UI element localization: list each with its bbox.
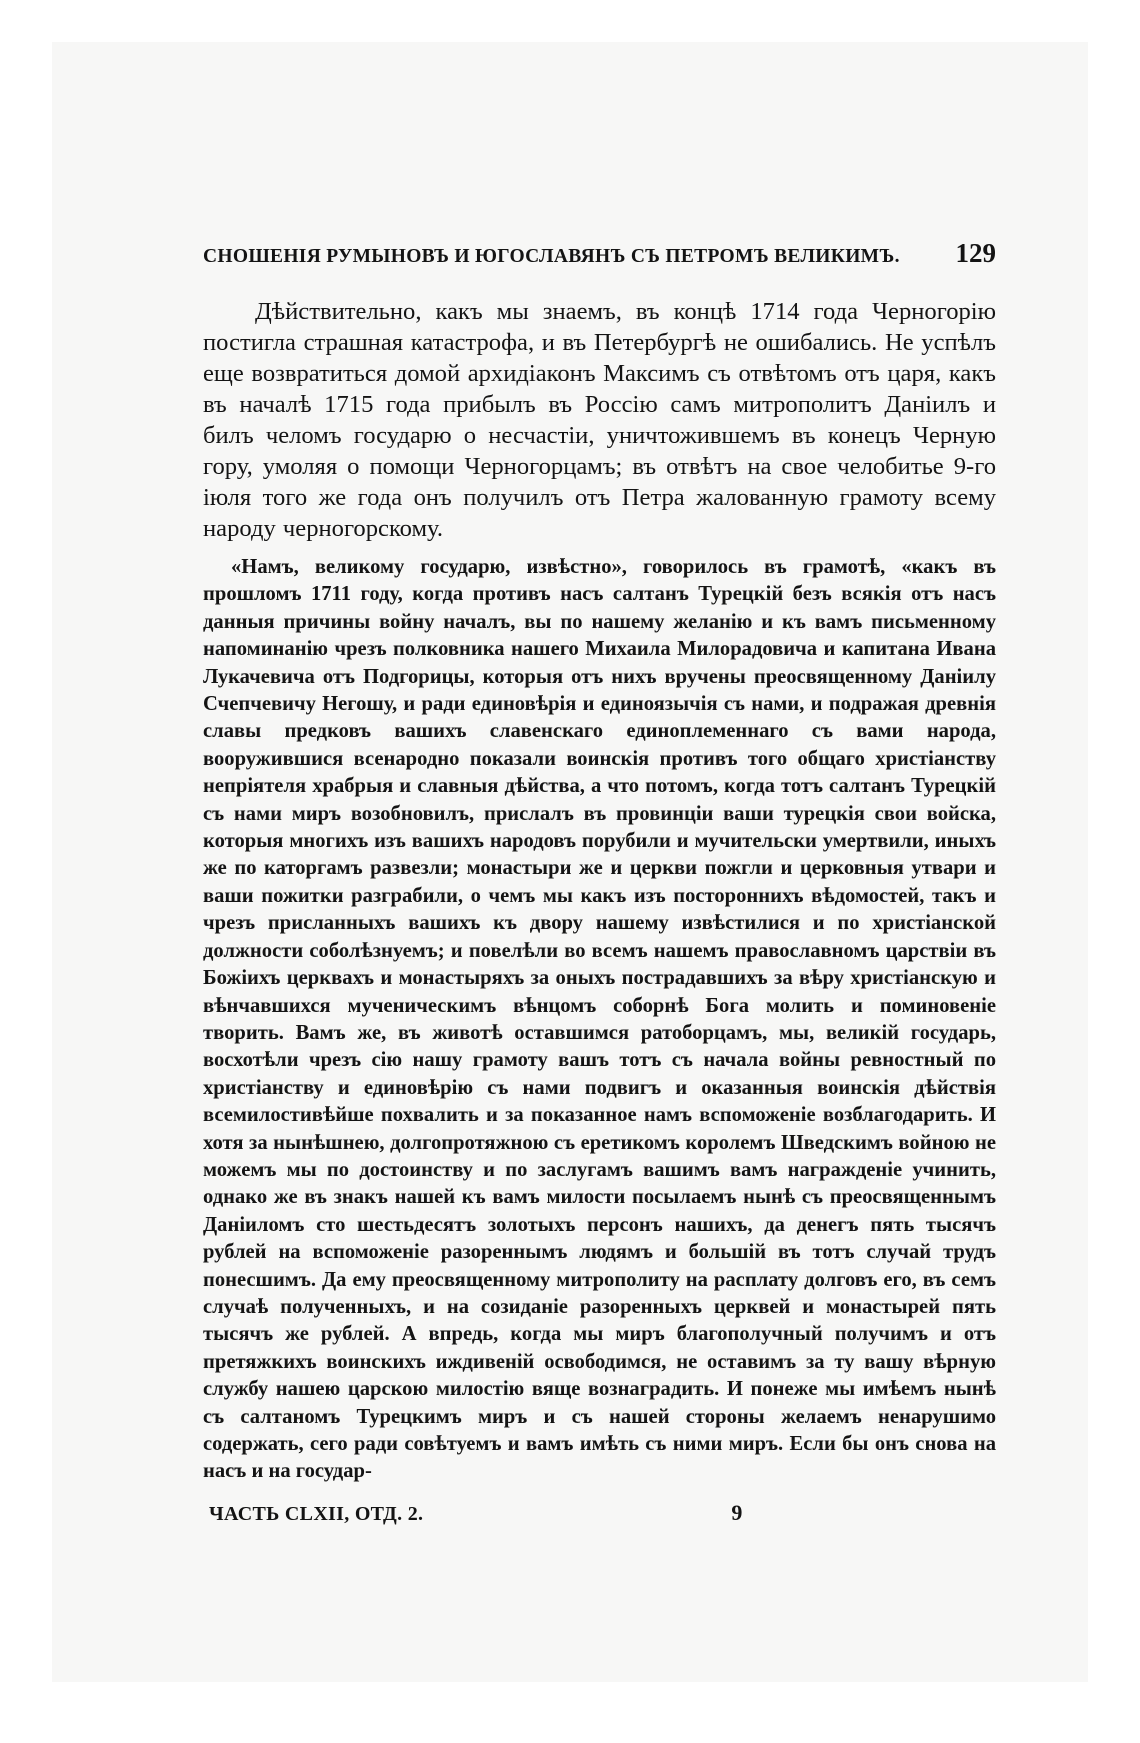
running-head <box>203 238 996 278</box>
quoted-charter-paragraph: «Намъ, великому государю, извѣстно», говорилось въ грамотѣ, «какъ въ прошломъ 1711 году, когда противъ насъ салтанъ Турецкій безъ всякія отъ насъ данныя причины войну началъ, вы по нашему желанію и къ вамъ письменному напоминанію чрезъ полковника нашего Михаила Милорадовича и капитана Ивана Лукачевича отъ Подгорицы, которыя отъ нихъ вручены преосвященному Даніилу Счепчевичу Негошу, и ради единовѣрія и единоязычія съ нами, и подражая древнія славы предковъ вашихъ славенскаго единоплеменнаго съ вами народа, вооружившися всенародно показали воинскія противъ того общаго христіанству непріятеля храбрыя и славныя дѣйства, а что потомъ, когда тотъ салтанъ Турецкій съ нами миръ возобновилъ, прислалъ въ провинціи ваши турецкія свои войска, которыя многихъ изъ вашихъ народовъ порубили и мучительски умертвили, иныхъ же по каторгамъ развезли; монастыри же и церкви пожгли и церковныя утвари и ваши пожитки разграбили, о чемъ мы какъ изъ постороннихъ вѣдомостей, такъ и чрезъ присланныхъ вашихъ къ двору нашему извѣстилися и по христіанской должности соболѣзнуемъ; и повелѣли во всемъ нашемъ православномъ царствіи въ Божіихъ церквахъ и монастыряхъ за оныхъ пострадавшихъ за вѣру христіанскую и вѣнчавшихся мученическимъ вѣнцомъ соборнѣ Бога молить и поминовеніе творить. Вамъ же, въ животѣ оставшимся ратоборцамъ, мы, великій государь, восхотѣли чрезъ сію нашу грамоту вашъ тотъ съ начала войны ревностный по христіанству и единовѣрію съ нами подвигъ и оказанныя воинскія дѣйствія всемилостивѣйше похвалить и за показанное намъ вспоможеніе возблагодарить. И хотя за нынѣшнею, долгопротяжною съ еретикомъ королемъ Шведскимъ войною не можемъ мы по достоинству и по заслугамъ вашимъ вамъ награжденіе учинить, однако же въ знакъ нашей къ вамъ милости посылаемъ нынѣ съ преосвященнымъ Даніиломъ сто шестьдесятъ золотыхъ персонъ нашихъ, да денегъ пять тысячъ рублей на вспоможеніе разореннымъ людямъ и большій въ тотъ случай трудъ понесшимъ. Да ему преосвященному митрополиту на расплату долговъ его, въ семъ случаѣ полученныхъ, и на созиданіе разоренныхъ церквей и монастырей пять тысячъ же рублей. А впредь, когда мы миръ благополучный получимъ и отъ претяжкихъ воинскихъ иждивеній освободимся, не оставимъ за ту вашу вѣрную службу нашею царскою милостію вяще вознаградить. И понеже мы имѣемъ нынѣ съ салтаномъ Турецкимъ миръ и съ нашей стороны желаемъ ненарушимо содержать, сего ради совѣтуемъ и вамъ имѣть съ ними миръ. Если бы онъ снова на насъ и на государ- <box>203 556 996 1483</box>
signature-line: ЧАСТЬ CLXII, ОТД. 2. <box>209 1502 424 1525</box>
running-title: СНОШЕНІЯ РУМЫНОВЪ И ЮГОСЛАВЯНЪ СЪ ПЕТРОМЪ ВЕЛИКИМЪ. <box>203 246 900 267</box>
page-number: 129 <box>955 238 996 268</box>
book-page <box>52 42 1088 1682</box>
lead-paragraph: Дѣйствительно, какъ мы знаемъ, въ концѣ 1714 года Черногорію постигла страшная катастрофа, и въ Петербургѣ не ошибались. Не успѣлъ еще возвратиться домой архидіаконъ Максимъ съ отвѣтомъ отъ царя, какъ въ началѣ 1715 года прибылъ въ Россію самъ митрополитъ Даніилъ и билъ челомъ государю о несчастіи, уничтожившемъ въ конецъ Черную гору, умоляя о помощи Черногорцамъ; въ отвѣтъ на свое челобитье 9-го іюля того же года онъ получилъ отъ Петра жалованную грамоту всему народу черногорскому. <box>203 298 996 542</box>
signature-mark: 9 <box>731 1499 743 1525</box>
page-footer <box>203 1500 996 1532</box>
text-column <box>203 238 996 1532</box>
